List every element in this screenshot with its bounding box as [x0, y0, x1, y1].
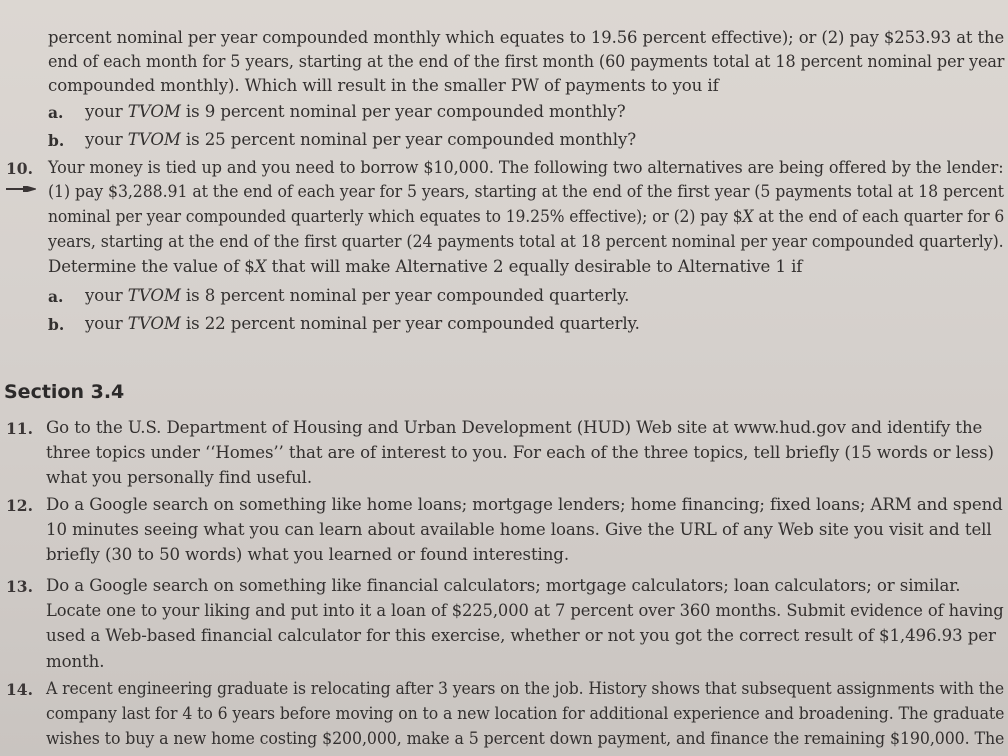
problem-10-a-text: your TVOM is 8 percent nominal per year compounded quarterly. — [85, 286, 630, 305]
problem-10-b-text: your TVOM is 22 percent nominal per year compounded quarterly. — [85, 314, 640, 333]
problem-12-number: 12. — [6, 496, 33, 515]
problem-12-line-2: 10 minutes seeing what you can learn about available home loans. Give the URL of any Web site you visit and tell — [46, 520, 992, 539]
problem-10-line-2: (1) pay $3,288.91 at the end of each year for 5 years, starting at the end of the first year (5 payments total at 18 percent — [48, 182, 1004, 201]
problem-13-line-4: month. — [46, 652, 105, 671]
problem-14-line-1: A recent engineering graduate is relocating after 3 years on the job. History shows that subsequent assignments with the — [46, 679, 1005, 698]
problem-10-line-3: nominal per year compounded quarterly which equates to 19.25% effective); or (2) pay $X at the end of each quarter for 6 — [48, 207, 1005, 226]
problem-10-line-1: Your money is tied up and you need to borrow $10,000. The following two alternatives are being offered by the lender: — [48, 158, 1004, 177]
section-heading: Section 3.4 — [4, 381, 125, 403]
problem-11-line-3: what you personally find useful. — [46, 468, 313, 487]
problem-13-line-3: used a Web-based financial calculator for this exercise, whether or not you got the correct result of $1,496.93 per — [46, 626, 996, 645]
problem-12-line-1: Do a Google search on something like home loans; mortgage lenders; home financing; fixed loans; ARM and spend — [46, 495, 1003, 514]
cont-a-text: your TVOM is 9 percent nominal per year compounded monthly? — [85, 102, 626, 121]
cont-line-1: percent nominal per year compounded monthly which equates to 19.56 percent effective); or (2) pay $253.93 at the — [48, 28, 1005, 47]
problem-11-line-2: three topics under ‘‘Homes’’ that are of interest to you. For each of the three topics, tell briefly (15 words or less) — [46, 443, 994, 462]
cont-b-text: your TVOM is 25 percent nominal per year compounded monthly? — [85, 130, 637, 149]
problem-12-line-3: briefly (30 to 50 words) what you learned or found interesting. — [46, 545, 569, 564]
problem-13-line-1: Do a Google search on something like financial calculators; mortgage calculators; loan calculators; or similar. — [46, 576, 961, 595]
problem-14-line-2: company last for 4 to 6 years before moving on to a new location for additional experience and broadening. The graduate — [46, 704, 1005, 723]
cont-line-3: compounded monthly). Which will result in the smaller PW of payments to you if — [48, 76, 719, 95]
problem-10-line-5: Determine the value of $X that will make Alternative 2 equally desirable to Alternative 1 if — [48, 257, 803, 276]
problem-11-number: 11. — [6, 419, 33, 438]
problem-10-number: 10. — [6, 159, 33, 178]
problem-13-line-2: Locate one to your liking and put into it a loan of $225,000 at 7 percent over 360 months. Submit evidence of having — [46, 601, 1004, 620]
problem-14-number: 14. — [6, 680, 33, 699]
cont-line-2: end of each month for 5 years, starting at the end of the first month (60 payments total at 18 percent nominal per year — [48, 52, 1005, 71]
cont-a-label: a. — [48, 103, 64, 122]
problem-10-line-4: years, starting at the end of the first quarter (24 payments total at 18 percent nominal per year compounded quarterly). — [48, 232, 1004, 251]
cont-b-label: b. — [48, 131, 65, 150]
margin-arrow-icon — [6, 186, 36, 192]
problem-13-number: 13. — [6, 577, 33, 596]
problem-14-line-3: wishes to buy a new home costing $200,000, make a 5 percent down payment, and finance the remaining $190,000. The — [46, 729, 1005, 748]
problem-10-a-label: a. — [48, 287, 64, 306]
problem-10-b-label: b. — [48, 315, 65, 334]
problem-11-line-1: Go to the U.S. Department of Housing and Urban Development (HUD) Web site at www.hud.gov and identify the — [46, 418, 983, 437]
